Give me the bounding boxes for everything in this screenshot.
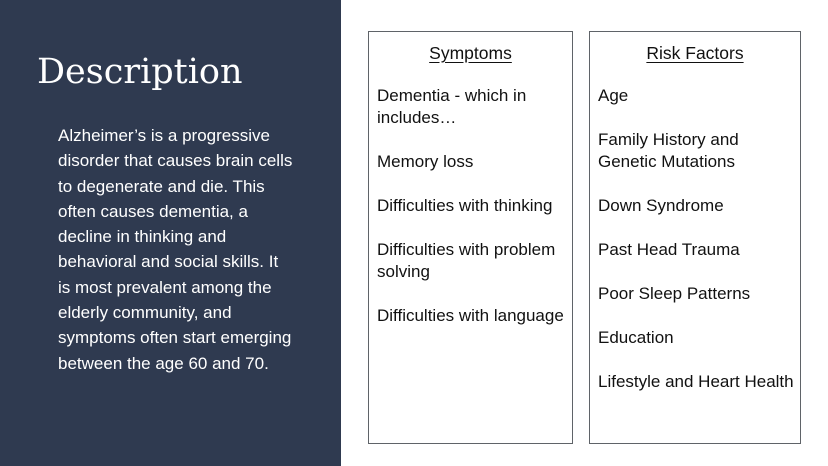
description-panel bbox=[0, 0, 341, 466]
symptoms-heading: Symptoms bbox=[429, 43, 512, 63]
symptom-item: Difficulties with language bbox=[377, 306, 564, 325]
risk-factor-item: Past Head Trauma bbox=[598, 240, 740, 259]
symptom-item: Dementia - which in includes… bbox=[377, 86, 527, 127]
symptoms-box bbox=[368, 31, 573, 444]
symptom-item: Difficulties with thinking bbox=[377, 196, 553, 215]
risk-factor-item: Lifestyle and Heart Health bbox=[598, 372, 794, 391]
risk-factor-item: Poor Sleep Patterns bbox=[598, 284, 751, 303]
risk-factor-item: Down Syndrome bbox=[598, 196, 724, 215]
symptom-item: Memory loss bbox=[377, 152, 474, 171]
risk-factors-heading: Risk Factors bbox=[646, 43, 744, 63]
risk-factors-list bbox=[598, 85, 794, 415]
symptom-item: Difficulties with problem solving bbox=[377, 240, 556, 281]
risk-factor-item: Family History and Genetic Mutations bbox=[598, 130, 739, 171]
slide-title: Description bbox=[37, 52, 243, 92]
risk-factors-box bbox=[589, 31, 801, 444]
symptoms-list bbox=[377, 85, 566, 349]
risk-factor-item: Age bbox=[598, 86, 629, 105]
description-text: Alzheimer’s is a progressive disorder that causes brain cells to degenerate and die. This often causes dementia, a decline in thinking and behavioral and social skills. It is most prevalent among the elderly community, and symptoms often start emerging between the age 60 and 70. bbox=[58, 126, 293, 373]
risk-factor-item: Education bbox=[598, 328, 674, 347]
